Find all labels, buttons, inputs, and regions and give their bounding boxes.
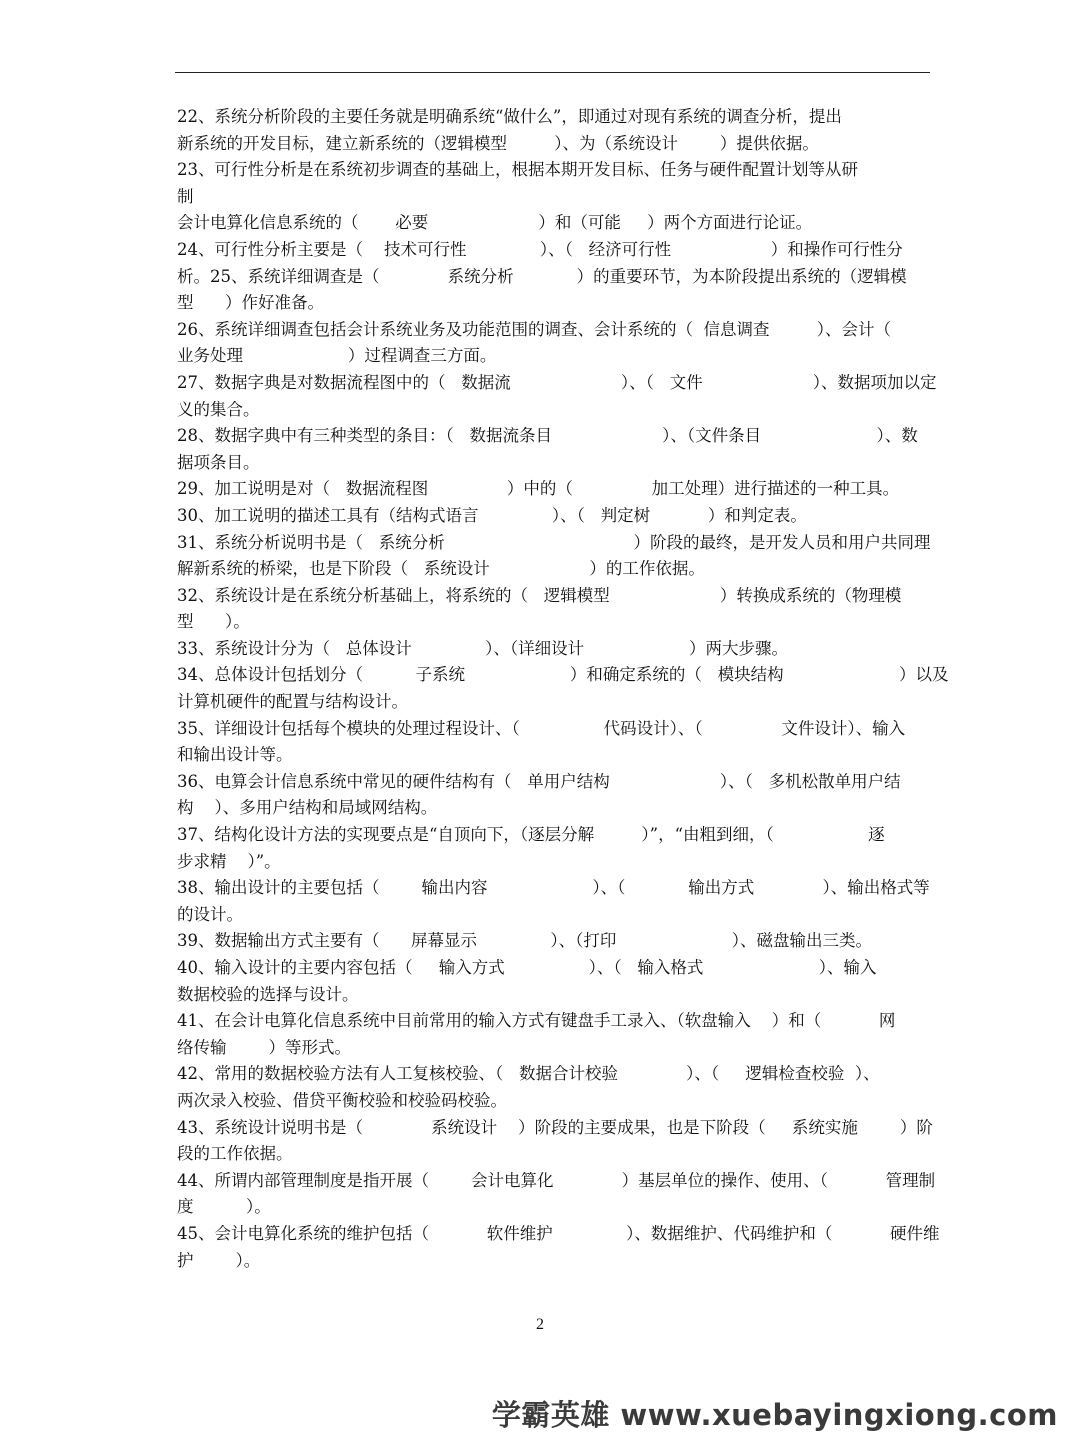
- text-line: 析。25、系统详细调查是（ 系统分析 ）的重要环节，为本阶段提出系统的（逻辑模: [177, 266, 907, 286]
- text-line: 45、会计电算化系统的维护包括（ 软件维护 ）、数据维护、代码维护和（ 硬件维: [177, 1223, 940, 1243]
- text-line: 解新系统的桥梁，也是下阶段（ 系统设计 ）的工作依据。: [177, 559, 705, 579]
- text-line: 新系统的开发目标，建立新系统的（逻辑模型 ）、为（系统设计 ）提供依据。: [177, 133, 819, 153]
- text-line: 31、系统分析说明书是（ 系统分析 ）阶段的最终，是开发人员和用户共同理: [177, 532, 931, 552]
- text-line: 42、常用的数据校验方法有人工复核校验、（ 数据合计校验 ）、（ 逻辑检查校验 ）、: [177, 1064, 880, 1084]
- text-line: 据项条目。: [177, 452, 260, 472]
- text-line: 护 ）。: [177, 1250, 261, 1270]
- text-line: 的设计。: [177, 904, 243, 924]
- text-line: 型 ）作好准备。: [177, 293, 324, 313]
- text-line: 型 ）。: [177, 612, 250, 632]
- text-line: 36、电算会计信息系统中常见的硬件结构有（ 单用户结构 ）、（ 多机松散单用户结: [177, 771, 901, 791]
- text-line: 和输出设计等。: [177, 745, 293, 765]
- text-line: 44、所谓内部管理制度是指开展（ 会计电算化 ）基层单位的操作、使用、（ 管理制: [177, 1170, 936, 1190]
- header-rule: [175, 72, 930, 73]
- text-line: 计算机硬件的配置与结构设计。: [177, 692, 408, 712]
- text-line: 29、加工说明是对（ 数据流程图 ）中的（ 加工处理）进行描述的一种工具。: [177, 479, 900, 499]
- page-number: 2: [536, 1316, 544, 1333]
- text-line: 38、输出设计的主要包括（ 输出内容 ）、（ 输出方式 ）、输出格式等: [177, 878, 930, 898]
- text-line: 43、系统设计说明书是（ 系统设计 ）阶段的主要成果，也是下阶段（ 系统实施 ）阶: [177, 1117, 933, 1137]
- text-line: 制: [177, 186, 194, 206]
- text-line: 22、系统分析阶段的主要任务就是明确系统“做什么”，即通过对现有系统的调查分析，提出: [177, 107, 842, 126]
- text-line: 30、加工说明的描述工具有（结构式语言 ）、（ 判定树 ）和判定表。: [177, 505, 807, 525]
- text-line: 34、总体设计包括划分（ 子系统 ）和确定系统的（ 模块结构 ）以及: [177, 665, 949, 685]
- text-line: 33、系统设计分为（ 总体设计 ）、（详细设计 ）两大步骤。: [177, 638, 789, 658]
- text-line: 40、输入设计的主要内容包括（ 输入方式 ）、（ 输入格式 ）、输入: [177, 958, 877, 977]
- text-line: 24、可行性分析主要是（ 技术可行性 ）、（ 经济可行性 ）和操作可行性分: [177, 239, 903, 259]
- text-line: 39、数据输出方式主要有（ 屏幕显示 ）、（打印 ）、磁盘输出三类。: [177, 931, 873, 951]
- text-line: 32、系统设计是在系统分析基础上，将系统的（ 逻辑模型 ）转换成系统的（物理模: [177, 585, 902, 605]
- text-line: 28、数据字典中有三种类型的条目：（ 数据流条目 ）、（文件条目 ）、数: [177, 426, 918, 446]
- text-line: 会计电算化信息系统的（ 必要 ）和（可能 ）两个方面进行论证。: [177, 213, 813, 233]
- text-line: 41、在会计电算化信息系统中目前常用的输入方式有键盘手工录入、（软盘输入 ）和（ 网: [177, 1011, 896, 1031]
- text-line: 37、结构化设计方法的实现要点是“自顶向下，（逐层分解 ）”，“由粗到细，（ 逐: [177, 825, 885, 845]
- text-line: 两次录入校验、借贷平衡校验和校验码校验。: [177, 1090, 507, 1110]
- text-line: 数据校验的选择与设计。: [177, 984, 359, 1004]
- text-line: 26、系统详细调查包括会计系统业务及功能范围的调查、会计系统的（ 信息调查 ）、会计（: [177, 319, 891, 339]
- text-line: 度 ）。: [177, 1197, 271, 1217]
- text-line: 业务处理 ）过程调查三方面。: [177, 346, 497, 366]
- site-watermark: 学霸英雄 www.xuebayingxiong.com: [491, 1398, 1058, 1432]
- text-line: 27、数据字典是对数据流程图中的（ 数据流 ）、（ 文件 ）、数据项加以定: [177, 372, 937, 392]
- text-line: 义的集合。: [177, 399, 260, 419]
- text-line: 35、详细设计包括每个模块的处理过程设计、（ 代码设计）、（ 文件设计）、输入: [177, 718, 906, 738]
- document-body: [177, 104, 947, 1274]
- text-line: 络传输 ）等形式。: [177, 1037, 351, 1057]
- text-line: 步求精 ）”。: [177, 851, 281, 871]
- text-line: 构 ）、多用户结构和局域网结构。: [177, 798, 438, 818]
- text-line: 段的工作依据。: [177, 1144, 293, 1164]
- text-line: 23、可行性分析是在系统初步调查的基础上，根据本期开发目标、任务与硬件配置计划等从研: [177, 160, 858, 180]
